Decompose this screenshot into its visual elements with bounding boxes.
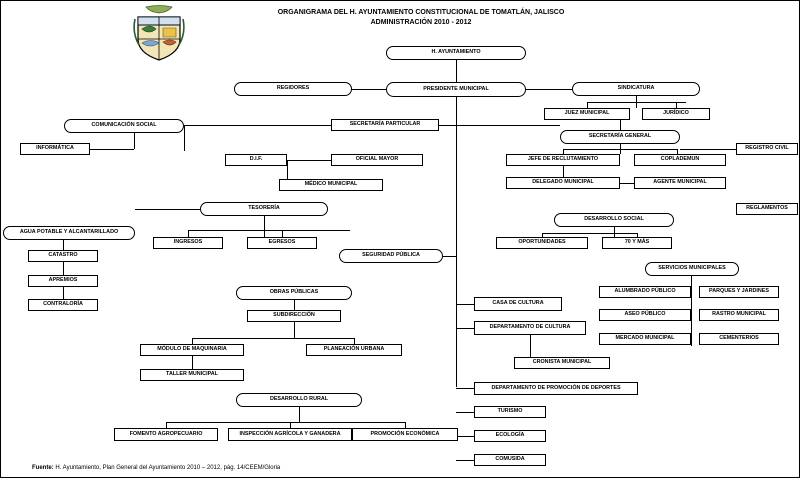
org-node-label: TESORERÍA — [248, 205, 280, 212]
org-node-desarrollo-social[interactable] — [554, 213, 674, 227]
connector-line — [184, 125, 331, 126]
org-node-label: CRONISTA MUNICIPAL — [532, 359, 592, 366]
org-node-label: OFICIAL MAYOR — [355, 156, 399, 163]
org-node-label: PARQUES Y JARDINES — [709, 288, 769, 295]
org-node-label: EGRESOS — [268, 239, 296, 246]
org-node-desarrollo-rural[interactable] — [236, 393, 362, 407]
org-node-label: CONTRALORÍA — [43, 301, 83, 308]
municipal-crest-icon — [132, 5, 186, 61]
org-node-cementerios[interactable] — [699, 333, 779, 345]
org-node-comusida[interactable] — [474, 454, 546, 466]
connector-line — [192, 338, 354, 339]
org-node-label: REGIDORES — [276, 85, 310, 92]
org-node-aseo-publico[interactable] — [599, 309, 691, 321]
connector-line — [680, 149, 736, 150]
org-node-cronista-municipal[interactable] — [514, 357, 610, 369]
org-node-rastro-municipal[interactable] — [699, 309, 779, 321]
connector-line — [282, 230, 283, 237]
org-node-label: APREMIOS — [48, 277, 78, 284]
org-node-label: SERVICIOS MUNICIPALES — [658, 265, 726, 272]
org-node-label: DESARROLLO RURAL — [269, 396, 329, 403]
connector-line — [294, 322, 295, 338]
connector-line — [456, 328, 474, 329]
org-node-label: PROMOCIÓN ECONÓMICA — [370, 430, 440, 437]
connector-line — [542, 233, 637, 234]
org-node-oficial-mayor[interactable] — [331, 154, 423, 166]
org-node-label: RASTRO MUNICIPAL — [712, 311, 766, 318]
org-node-label: AGENTE MUNICIPAL — [653, 179, 707, 186]
org-node-parques-jardines[interactable] — [699, 286, 779, 298]
org-node-label: DEPARTAMENTO DE CULTURA — [489, 324, 571, 331]
org-node-label: DELEGADO MUNICIPAL — [532, 179, 594, 186]
org-node-obras-publicas[interactable] — [236, 286, 352, 300]
org-node-label: COMUNICACIÓN SOCIAL — [91, 122, 157, 129]
org-node-label: CEMENTERIOS — [719, 335, 759, 342]
connector-line — [184, 125, 185, 151]
org-node-label: CASA DE CULTURA — [492, 300, 544, 307]
connector-line — [63, 240, 64, 300]
org-node-regidores[interactable] — [234, 82, 352, 96]
org-node-label: SECRETARÍA PARTICULAR — [349, 121, 421, 128]
connector-line — [135, 209, 200, 210]
org-node-ayuntamiento[interactable] — [386, 46, 526, 60]
org-node-agua-potable[interactable] — [3, 226, 135, 240]
org-node-label: TALLER MUNICIPAL — [166, 371, 218, 378]
connector-line — [526, 89, 572, 90]
org-node-promocion-economica[interactable] — [352, 428, 458, 441]
org-node-inspeccion-agricola[interactable] — [228, 428, 352, 441]
org-node-label: INFORMÁTICA — [36, 145, 74, 152]
org-node-apremios[interactable] — [28, 275, 98, 287]
org-node-oportunidades[interactable] — [496, 237, 588, 249]
org-node-label: COPLADEMUN — [660, 156, 700, 163]
org-node-label: MÓDULO DE MAQUINARIA — [157, 346, 227, 353]
org-node-contraloria[interactable] — [28, 299, 98, 311]
org-node-registro-civil[interactable] — [736, 143, 798, 155]
org-node-planeacion-urbana[interactable] — [306, 344, 402, 356]
org-node-ecologia[interactable] — [474, 430, 546, 442]
connector-line — [456, 412, 474, 413]
org-node-label: MÉDICO MUNICIPAL — [304, 181, 358, 188]
connector-line — [188, 230, 350, 231]
org-node-label: OBRAS PÚBLICAS — [269, 289, 319, 296]
org-node-sindicatura[interactable] — [572, 82, 700, 96]
org-node-egresos[interactable] — [247, 237, 317, 249]
org-node-label: SINDICATURA — [617, 85, 655, 92]
connector-line — [456, 436, 474, 437]
org-node-label: H. AYUNTAMIENTO — [431, 49, 481, 56]
org-node-informatica[interactable] — [20, 143, 90, 155]
connector-line — [587, 102, 686, 103]
org-node-label: INGRESOS — [173, 239, 203, 246]
org-node-label: CATASTRO — [48, 252, 78, 259]
org-node-depto-deportes[interactable] — [474, 382, 638, 395]
org-node-label: INSPECCIÓN AGRÍCOLA Y GANADERA — [239, 430, 341, 437]
org-node-comunicacion-social[interactable] — [64, 119, 184, 133]
connector-line — [294, 300, 295, 310]
org-node-label: DESARROLLO SOCIAL — [584, 216, 644, 223]
org-node-label: 70 Y MÁS — [624, 239, 650, 246]
org-node-turismo[interactable] — [474, 406, 546, 418]
title-line-1: ORGANIGRAMA DEL H. AYUNTAMIENTO CONSTITUCIONAL DE TOMATLÁN, JALISCO — [277, 9, 565, 16]
org-node-juez-municipal[interactable] — [544, 108, 630, 120]
connector-line — [90, 149, 134, 150]
org-node-label: REGLAMENTOS — [746, 205, 788, 212]
connector-line — [439, 125, 456, 126]
org-node-label: COMUSIDA — [495, 456, 525, 463]
source-note — [32, 465, 280, 471]
org-node-label: FOMENTO AGROPECUARIO — [129, 430, 203, 437]
org-node-70-y-mas[interactable] — [602, 237, 672, 249]
org-node-coplademun[interactable] — [634, 154, 726, 166]
org-node-label: SUBDIRECCIÓN — [273, 312, 315, 319]
org-node-subdireccion[interactable] — [247, 310, 341, 322]
org-node-reglamentos[interactable] — [736, 203, 798, 215]
org-node-modulo-maquinaria[interactable] — [140, 344, 244, 356]
org-node-catastro[interactable] — [28, 250, 98, 262]
source-text: H. Ayuntamiento, Plan General del Ayuntamiento 2010 – 2012, pág. 14/CEEM/Gloria — [53, 465, 281, 471]
org-node-presidente[interactable] — [386, 82, 526, 97]
org-node-secretaria-particular[interactable] — [331, 119, 439, 131]
org-node-departamento-cultura[interactable] — [474, 321, 586, 335]
org-node-casa-de-cultura[interactable] — [474, 297, 562, 311]
org-node-tesoreria[interactable] — [200, 202, 328, 216]
org-node-label: TURISMO — [497, 408, 523, 415]
connector-line — [287, 160, 331, 161]
title-line-2: ADMINISTRACIÓN 2010 - 2012 — [370, 19, 472, 26]
org-node-taller-municipal[interactable] — [140, 369, 244, 381]
connector-line — [456, 304, 474, 305]
org-node-fomento-agropecuario[interactable] — [114, 428, 218, 441]
org-node-jefe-reclutamiento[interactable] — [506, 154, 620, 166]
org-node-label: JEFE DE RECLUTAMIENTO — [527, 156, 599, 163]
page-title — [201, 9, 641, 26]
connector-line — [691, 276, 692, 346]
org-node-label: SEGURIDAD PÚBLICA — [362, 252, 420, 259]
connector-line — [264, 216, 265, 237]
org-node-seguridad-publica[interactable] — [339, 249, 443, 263]
connector-line — [166, 422, 405, 423]
source-label: Fuente: — [32, 465, 54, 471]
org-node-delegado-municipal[interactable] — [506, 177, 620, 189]
connector-line — [563, 149, 677, 150]
org-node-label: SECRETARÍA GENERAL — [588, 133, 652, 140]
org-node-label: PLANEACIÓN URBANA — [323, 346, 385, 353]
connector-line — [456, 125, 560, 126]
connector-line — [614, 227, 615, 237]
org-node-label: OPORTUNIDADES — [518, 239, 566, 246]
org-node-label: AGUA POTABLE Y ALCANTARILLADO — [19, 229, 119, 236]
connector-line — [456, 460, 474, 461]
org-node-agente-municipal[interactable] — [634, 177, 726, 189]
org-node-label: PRESIDENTE MUNICIPAL — [423, 85, 489, 92]
org-node-ingresos[interactable] — [153, 237, 223, 249]
org-node-label: ECOLOGÍA — [495, 432, 525, 439]
org-node-label: ALUMBRADO PÚBLICO — [614, 288, 676, 295]
connector-line — [299, 407, 300, 422]
org-node-servicios-municipales[interactable] — [645, 262, 739, 276]
connector-line — [456, 60, 457, 82]
org-node-label: MERCADO MUNICIPAL — [615, 335, 675, 342]
org-node-secretaria-general[interactable] — [560, 130, 680, 144]
connector-line — [620, 120, 621, 130]
org-node-label: JURÍDICO — [663, 110, 689, 117]
org-node-medico-municipal[interactable] — [279, 179, 383, 191]
connector-line — [456, 388, 474, 389]
org-node-label: D.I.F. — [249, 156, 263, 163]
org-node-juridico[interactable] — [642, 108, 710, 120]
connector-line — [456, 97, 457, 387]
org-node-dif[interactable] — [225, 154, 287, 166]
org-node-label: REGISTRO CIVIL — [745, 145, 789, 152]
org-node-label: DEPARTAMENTO DE PROMOCIÓN DE DEPORTES — [491, 384, 621, 391]
org-node-mercado-municipal[interactable] — [599, 333, 691, 345]
org-node-alumbrado-publico[interactable] — [599, 286, 691, 298]
connector-line — [443, 256, 456, 257]
org-node-label: ASEO PÚBLICO — [624, 311, 666, 318]
org-node-label: JUEZ MUNICIPAL — [564, 110, 610, 117]
